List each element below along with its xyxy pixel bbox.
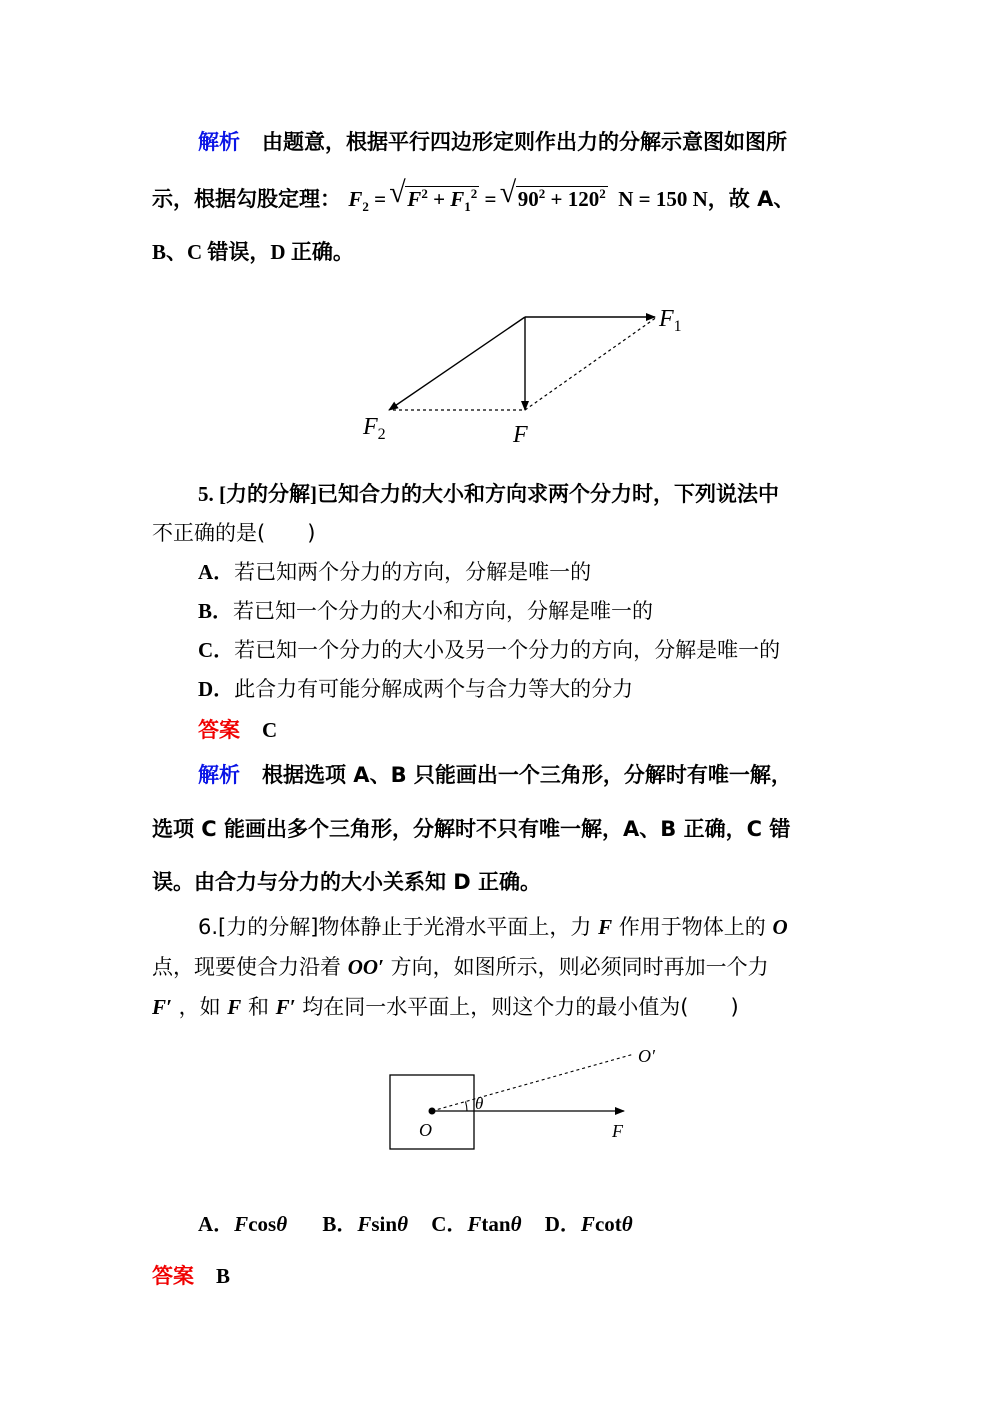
q5-line-1: 5. [力的分解]已知合力的大小和方向求两个分力时，下列说法中 bbox=[198, 482, 779, 506]
q5-option-c: C．若已知一个分力的大小及另一个分力的方向，分解是唯一的 bbox=[198, 638, 781, 662]
force-decomposition-diagram bbox=[345, 282, 705, 457]
f1-label: $F_1$ bbox=[659, 306, 682, 335]
q5-analysis-line-1: 解析 根据选项 A、B 只能画出一个三角形，分解时有唯一解， bbox=[198, 763, 792, 787]
q6-line-1: 6.[力的分解]物体静止于光滑水平面上，力 F 作用于物体上的 O bbox=[198, 915, 788, 939]
f-label: F bbox=[513, 422, 528, 448]
pythagorean-formula: $F_2$ = √ $F^2 + F_1^2$ = √ $90^2 + 120^2$ N = 150 N bbox=[348, 187, 707, 211]
analysis-1-line-3: B、C 错误，D 正确。 bbox=[152, 240, 354, 264]
q6-option-a: A．Fcosθ bbox=[198, 1212, 288, 1236]
o-label: O bbox=[419, 1120, 432, 1140]
answer-value: B bbox=[216, 1264, 231, 1288]
block-force-diagram bbox=[372, 1032, 677, 1197]
q5-option-a: A．若已知两个分力的方向，分解是唯一的 bbox=[198, 560, 592, 584]
q5-line-2: 不正确的是( ) bbox=[152, 521, 316, 545]
o-prime-label: O′ bbox=[638, 1046, 655, 1066]
q6-line-2: 点，现要使合力沿着 OO′ 方向，如图所示，则必须同时再加一个力 bbox=[152, 955, 769, 979]
q6-answer bbox=[152, 1262, 230, 1290]
dashed-diagonal bbox=[525, 317, 657, 410]
analysis-label: 解析 bbox=[198, 763, 240, 787]
f-label: F bbox=[612, 1121, 623, 1141]
q6-options bbox=[198, 1210, 633, 1238]
analysis-1-line-1: 解析 由题意，根据平行四边形定则作出力的分解示意图如图所 bbox=[198, 130, 787, 154]
f2-vector bbox=[389, 317, 525, 410]
q5-analysis-line-3: 误。由合力与分力的大小关系知 D 正确。 bbox=[152, 870, 542, 894]
q6-option-c: C．Ftanθ bbox=[431, 1212, 522, 1236]
analysis-1-line-2: 示，根据勾股定理： $F_2$ = √ $F^2 + F_1^2$ = √ $90^2 + 120^2$ N = 150 N，故 A、 bbox=[152, 185, 794, 213]
q5-answer bbox=[198, 716, 277, 744]
answer-label: 答案 bbox=[198, 718, 240, 742]
theta-label: θ bbox=[475, 1094, 484, 1113]
q6-option-d: D．Fcotθ bbox=[544, 1212, 633, 1236]
q5-option-b: B．若已知一个分力的大小和方向，分解是唯一的 bbox=[198, 599, 654, 623]
oo-prime-line bbox=[432, 1054, 634, 1111]
f2-label: $F_2$ bbox=[363, 414, 386, 443]
q6-option-b: B．Fsinθ bbox=[322, 1212, 408, 1236]
answer-label: 答案 bbox=[152, 1264, 194, 1288]
answer-value: C bbox=[262, 718, 278, 742]
angle-arc bbox=[466, 1102, 468, 1112]
q6-line-3: F′ ，如 F 和 F′ 均在同一水平面上，则这个力的最小值为( ) bbox=[152, 995, 739, 1019]
q5-option-d: D．此合力有可能分解成两个与合力等大的分力 bbox=[198, 677, 634, 701]
analysis-label: 解析 bbox=[198, 130, 240, 154]
q5-analysis-line-2: 选项 C 能画出多个三角形，分解时不只有唯一解，A、B 正确，C 错 bbox=[152, 817, 791, 841]
